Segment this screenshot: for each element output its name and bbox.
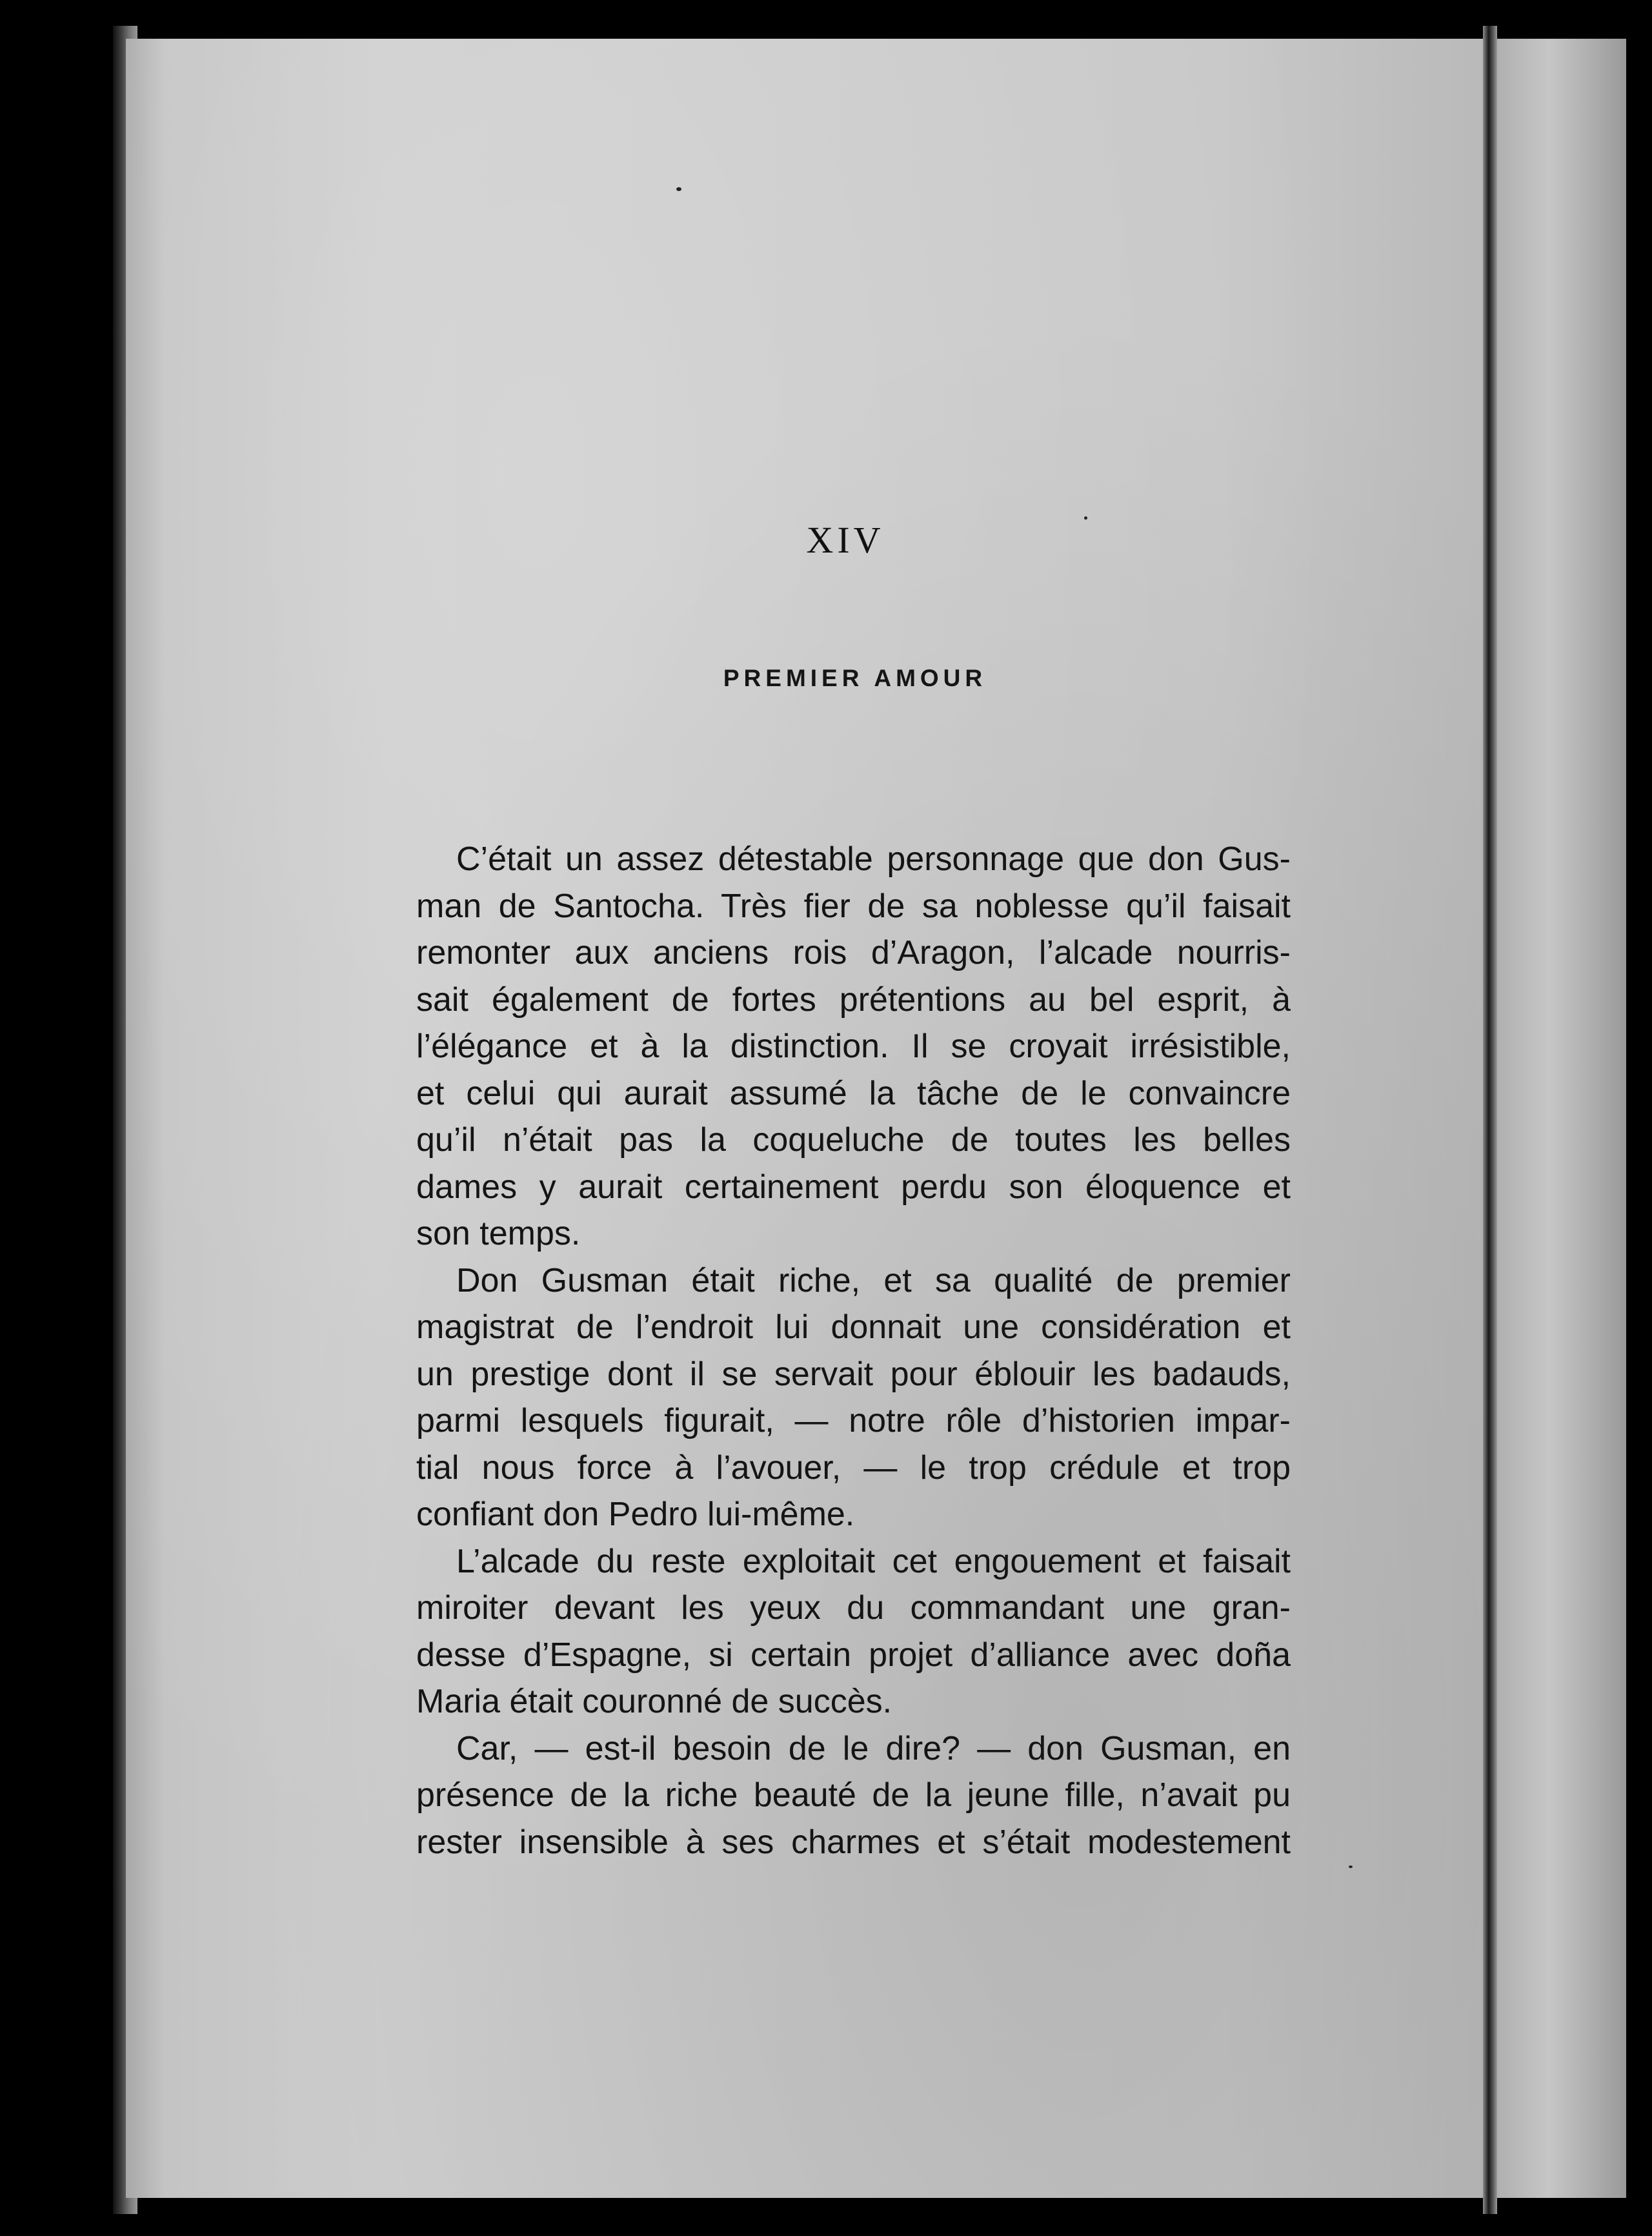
text-line: tial nous force à l’avouer, — le trop crédule et trop xyxy=(416,1448,1291,1487)
text-line: desse d’Espagne, si certain projet d’alliance avec doña xyxy=(416,1636,1291,1674)
text-line: remonter aux anciens rois d’Aragon, l’alcade nourris- xyxy=(416,934,1291,971)
paragraph xyxy=(416,836,1291,1257)
text-line: l’élégance et à la distinction. Il se croyait irrésistible, xyxy=(416,1028,1291,1065)
chapter-title: PREMIER AMOUR xyxy=(723,665,987,691)
text-line: magistrat de l’endroit lui donnait une considération et xyxy=(416,1308,1291,1346)
facing-page-edge xyxy=(1497,39,1626,2198)
text-line: miroiter devant les yeux du commandant une gran- xyxy=(416,1589,1291,1627)
text-line: L’alcade du reste exploitait cet engouement et faisait xyxy=(456,1542,1291,1580)
text-line: Car, — est-il besoin de le dire? — don Gusman, en xyxy=(456,1729,1291,1767)
text-line: C’était un assez détestable personnage que don Gus- xyxy=(456,840,1291,878)
text-line: confiant don Pedro lui-même. xyxy=(416,1496,855,1533)
text-line: et celui qui aurait assumé la tâche de le convaincre xyxy=(416,1074,1291,1112)
text-line: sait également de fortes prétentions au bel esprit, à xyxy=(416,981,1291,1019)
book-binding xyxy=(1483,26,1497,2214)
body-text xyxy=(416,836,1291,1865)
text-line: man de Santocha. Très fier de sa noblesse qu’il faisait xyxy=(416,887,1291,925)
text-line: son temps. xyxy=(416,1215,581,1252)
text-line: Maria était couronné de succès. xyxy=(416,1683,892,1720)
text-line: un prestige dont il se servait pour éblouir les badauds, xyxy=(416,1355,1291,1393)
scan-speck xyxy=(676,187,681,191)
paragraph xyxy=(416,1257,1291,1538)
text-line: Don Gusman était riche, et sa qualité de premier xyxy=(456,1261,1291,1299)
text-line: qu’il n’était pas la coqueluche de toutes les belles xyxy=(416,1121,1291,1159)
text-line: présence de la riche beauté de la jeune fille, n’avait pu xyxy=(416,1776,1291,1814)
text-line: parmi lesquels figurait, — notre rôle d’historien impar- xyxy=(416,1402,1291,1439)
paragraph xyxy=(416,1725,1291,1866)
scan-speck xyxy=(1349,1865,1353,1868)
paragraph xyxy=(416,1538,1291,1725)
chapter-number: XIV xyxy=(806,519,885,561)
text-line: rester insensible à ses charmes et s’était modestement xyxy=(416,1823,1291,1861)
text-line: dames y aurait certainement perdu son éloquence et xyxy=(416,1168,1291,1206)
